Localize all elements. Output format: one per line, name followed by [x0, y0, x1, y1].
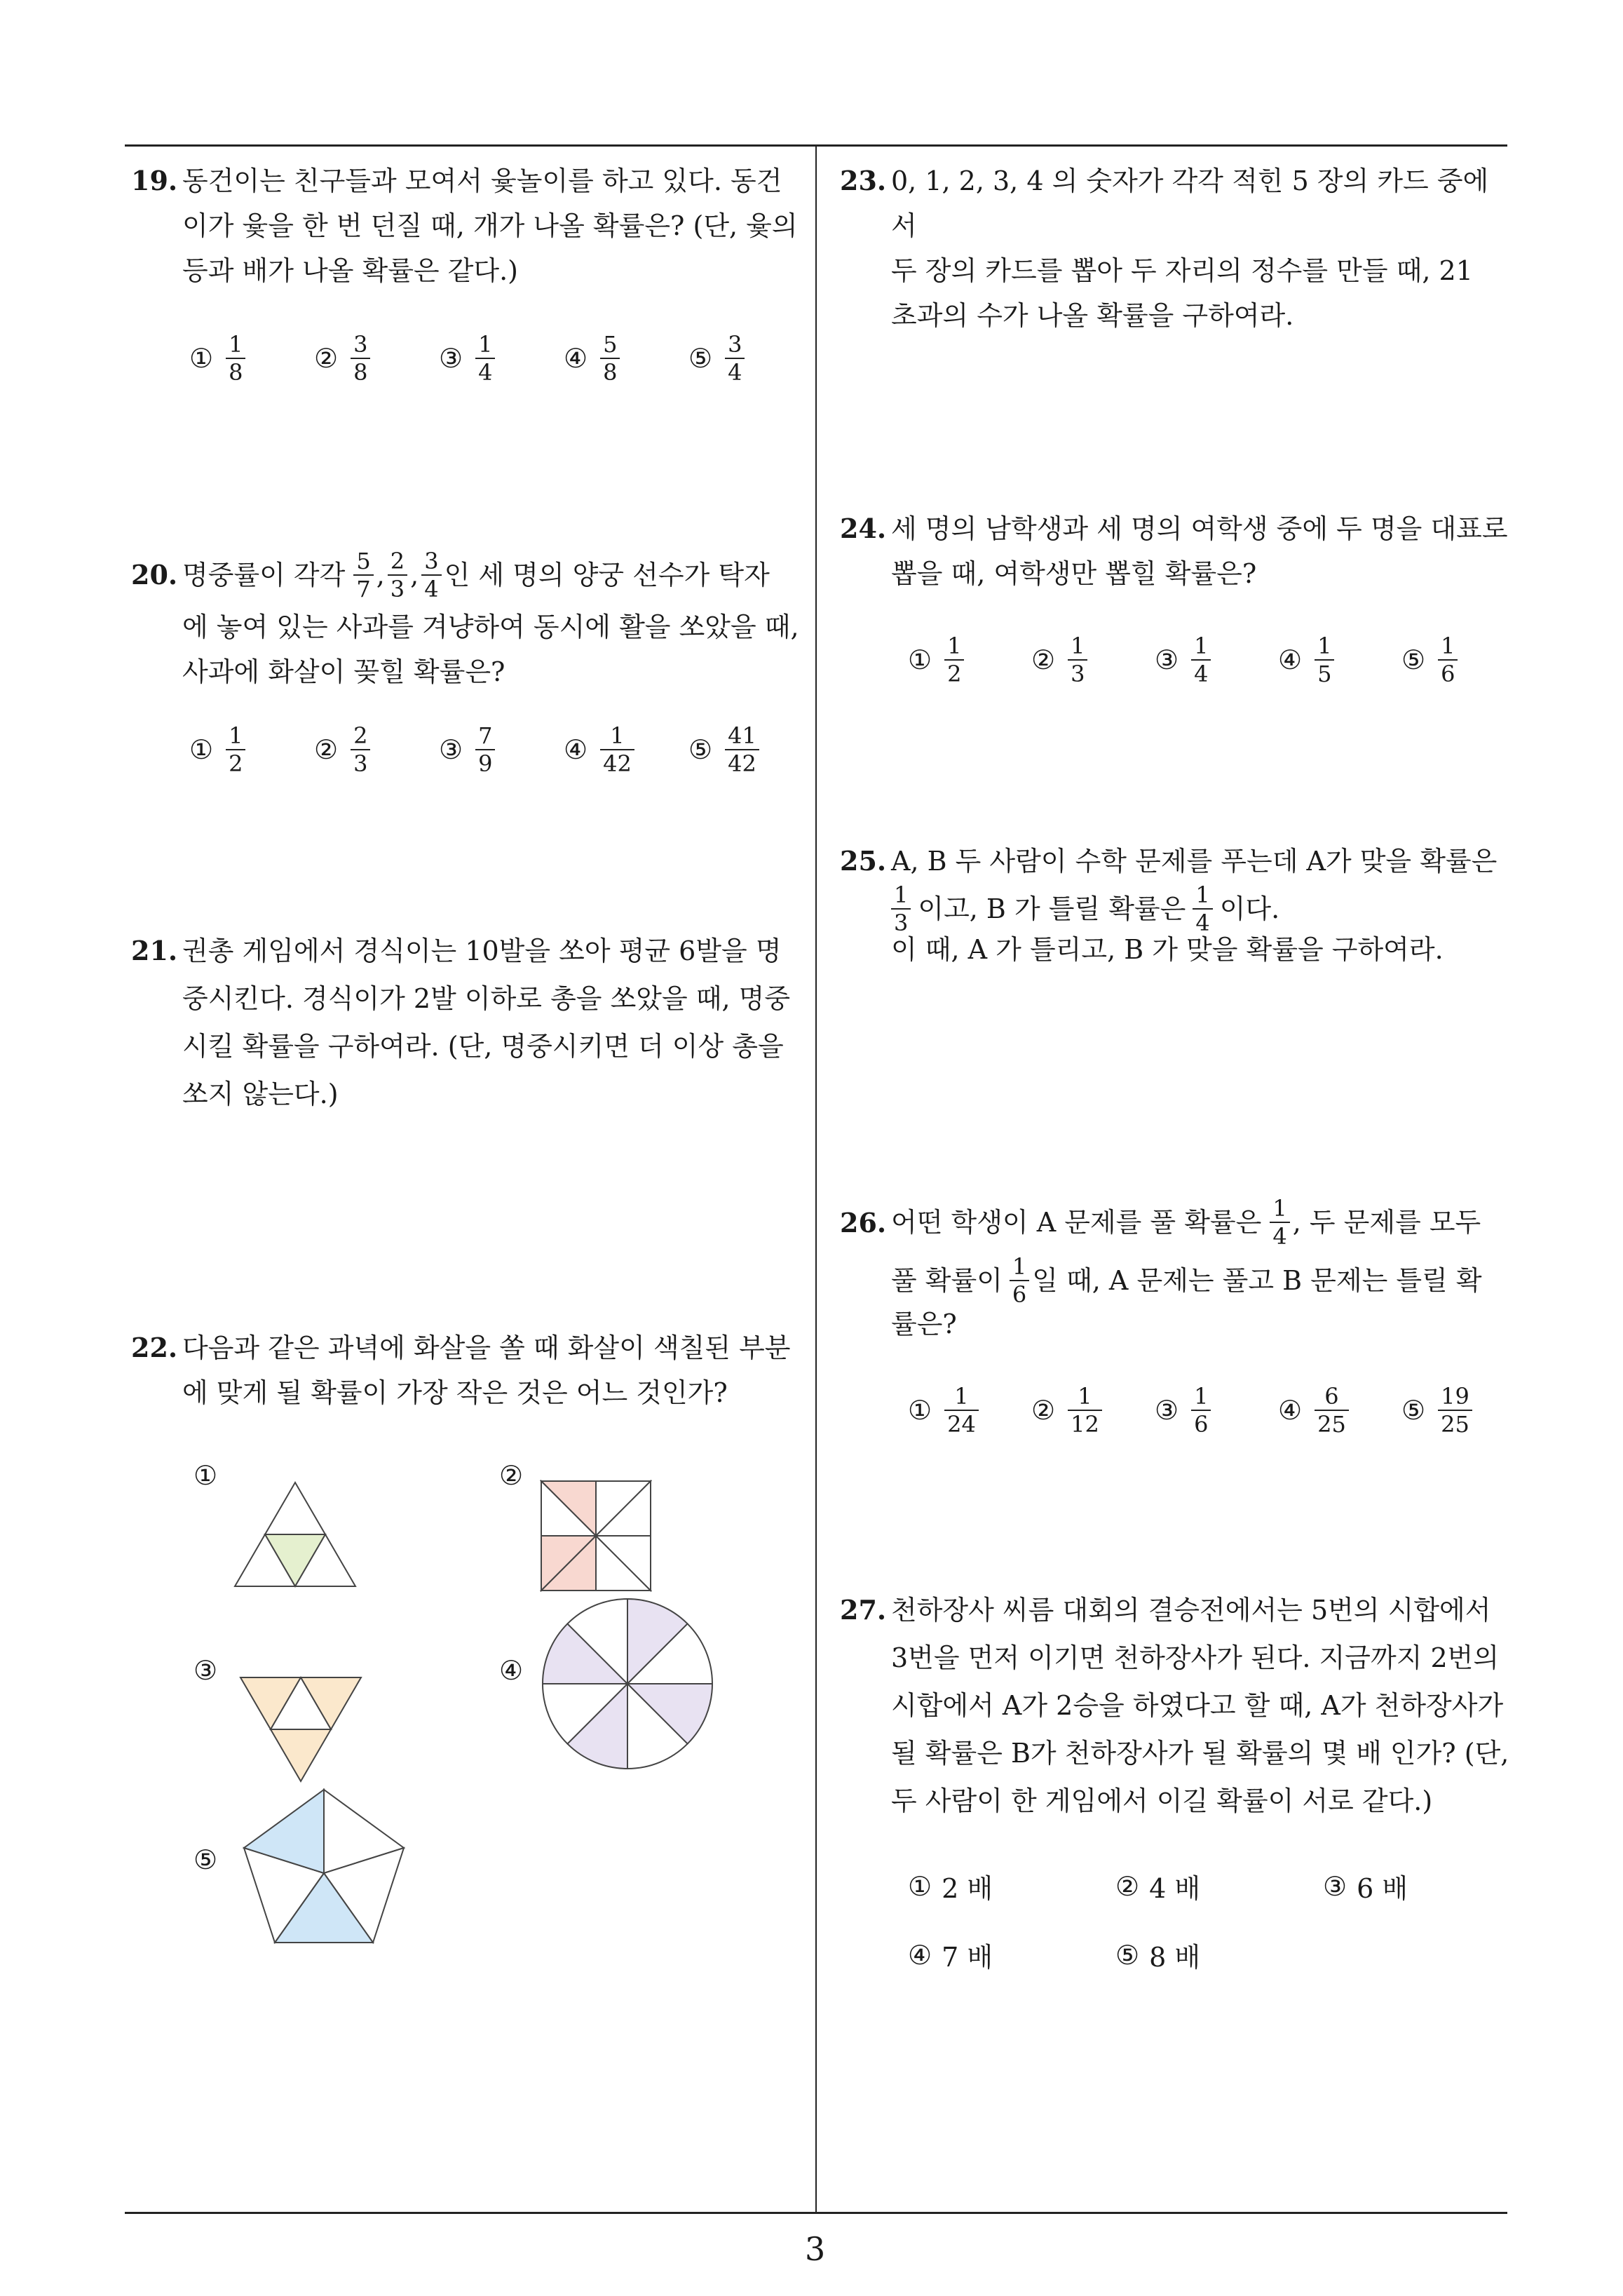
question-line: 에 놓여 있는 사과를 겨냥하여 동시에 활을 쏘았을 때, — [182, 612, 799, 642]
target-figure-square — [540, 1480, 652, 1592]
choice-4[interactable]: ④ $\frac{1}{42}$ — [564, 722, 688, 777]
choice-2[interactable]: ② 4 배 — [1115, 1870, 1201, 1904]
question-26: 26. 어떤 학생이 A 문제를 풀 확률은 $\frac{1}{4}$ , 두 문제를 모두 풀 확률이 $\frac{1}{6}$ 일 때, A 문제는 풀고 B 문제는 틀릴 확 률은? — [840, 1192, 1513, 1339]
choice-1[interactable]: ① $\frac{1}{8}$ — [189, 331, 314, 386]
page-number: 3 — [805, 2230, 826, 2268]
question-19 — [131, 158, 804, 293]
question-line: 등과 배가 나올 확률은 같다.) — [182, 255, 519, 286]
question-line: 중시킨다. 경식이가 2발 이하로 총을 쏘았을 때, 명중 — [182, 983, 791, 1014]
answer-choices-19 — [189, 331, 813, 386]
choice-5[interactable]: ⑤ $\frac{41}{42}$ — [688, 722, 813, 777]
choice-5[interactable]: ⑤ $\frac{3}{4}$ — [688, 331, 813, 386]
question-number: 24. — [840, 513, 887, 544]
choice-3[interactable]: ③ 6 배 — [1323, 1870, 1408, 1904]
choice-1[interactable]: ① 2 배 — [908, 1870, 993, 1904]
question-number: 27. — [840, 1594, 887, 1626]
figure-label-3[interactable]: ③ — [193, 1655, 218, 1686]
choice-2[interactable]: ② $\frac{3}{8}$ — [314, 331, 439, 386]
question-number: 25. — [840, 845, 887, 877]
question-27 — [840, 1586, 1513, 1825]
column-divider — [815, 144, 817, 2213]
question-line: 뽑을 때, 여학생만 뽑힐 확률은? — [891, 558, 1257, 589]
question-line: 권총 게임에서 경식이는 10발을 쏘아 평균 6발을 명 — [182, 936, 782, 966]
question-line: 될 확률은 B가 천하장사가 될 확률의 몇 배 인가? (단, — [891, 1738, 1509, 1769]
choice-5[interactable]: ⑤ 8 배 — [1115, 1939, 1201, 1973]
target-figure-inverted-triangle — [237, 1673, 365, 1785]
question-number: 22. — [131, 1332, 178, 1363]
figure-label-2[interactable]: ② — [499, 1460, 524, 1491]
choice-2[interactable]: ② $\frac{1}{12}$ — [1031, 1383, 1155, 1438]
question-line: 0, 1, 2, 3, 4 의 숫자가 각각 적힌 5 장의 카드 중에서 — [891, 166, 1489, 241]
answer-choices-24 — [908, 633, 1525, 687]
bottom-rule — [125, 2212, 1507, 2214]
question-line: 다음과 같은 과녁에 화살을 쏠 때 화살이 색칠된 부분 — [182, 1332, 791, 1363]
answer-choices-26 — [908, 1383, 1525, 1438]
figure-label-1[interactable]: ① — [193, 1460, 218, 1491]
question-number: 19. — [131, 165, 178, 196]
question-line: 에 맞게 될 확률이 가장 작은 것은 어느 것인가? — [182, 1377, 728, 1408]
question-line: 초과의 수가 나올 확률을 구하여라. — [891, 300, 1294, 331]
question-20: 20. 명중률이 각각 $\frac{5}{7}$ , $\frac{2}{3}$ , $\frac{3}{4}$ 인 세 명의 양궁 선수가 탁자 에 놓여 있는 사과를 겨냥하여 동시에 활을 쏘았을 때, 사과에 화살이 꽂힐 확률은? — [131, 546, 804, 694]
question-line: 천하장사 씨름 대회의 결승전에서는 5번의 시합에서 — [891, 1595, 1491, 1626]
choice-2[interactable]: ② $\frac{2}{3}$ — [314, 722, 439, 777]
choice-3[interactable]: ③ $\frac{1}{4}$ — [1155, 633, 1278, 687]
choice-1[interactable]: ① $\frac{1}{2}$ — [908, 633, 1031, 687]
question-23 — [840, 158, 1513, 338]
question-21 — [131, 927, 804, 1118]
choice-1[interactable]: ① $\frac{1}{2}$ — [189, 722, 314, 777]
question-25: 25. A, B 두 사람이 수학 문제를 푸는데 A가 맞을 확률은 $\frac{1}{3}$ 이고, B 가 틀릴 확률은 $\frac{1}{4}$ 이다. 이 때, A 가 틀리고, B 가 맞을 확률을 구하여라. — [840, 839, 1513, 965]
choice-4[interactable]: ④ $\frac{1}{5}$ — [1278, 633, 1401, 687]
figure-label-5[interactable]: ⑤ — [193, 1844, 218, 1875]
target-figure-pentagon — [236, 1785, 412, 1954]
choice-5[interactable]: ⑤ $\frac{1}{6}$ — [1401, 633, 1525, 687]
question-line: 세 명의 남학생과 세 명의 여학생 중에 두 명을 대표로 — [891, 513, 1508, 544]
question-22 — [131, 1325, 804, 1415]
choice-4[interactable]: ④ $\frac{5}{8}$ — [564, 331, 688, 386]
answer-choices-27-row-1 — [908, 1867, 1530, 1905]
question-line: 사과에 화살이 꽂힐 확률은? — [182, 656, 505, 687]
question-line: A, B 두 사람이 수학 문제를 푸는데 A가 맞을 확률은 — [891, 846, 1498, 877]
answer-choices-27-row-2 — [908, 1936, 1323, 1974]
question-number: 21. — [131, 935, 178, 966]
target-figure-circle — [540, 1596, 715, 1771]
choice-3[interactable]: ③ $\frac{7}{9}$ — [439, 722, 564, 777]
question-line: 시킬 확률을 구하여라. (단, 명중시키면 더 이상 총을 — [182, 1031, 784, 1062]
question-line: 쏘지 않는다.) — [182, 1079, 339, 1109]
question-line: 이 때, A 가 틀리고, B 가 맞을 확률을 구하여라. — [891, 934, 1444, 965]
choice-1[interactable]: ① $\frac{1}{24}$ — [908, 1383, 1031, 1438]
question-number: 20. — [131, 559, 178, 590]
question-line: 이가 윷을 한 번 던질 때, 개가 나올 확률은? (단, 윷의 — [182, 210, 798, 241]
choice-5[interactable]: ⑤ $\frac{19}{25}$ — [1401, 1383, 1525, 1438]
figure-label-4[interactable]: ④ — [499, 1655, 524, 1686]
choice-4[interactable]: ④ 7 배 — [908, 1939, 993, 1973]
choice-2[interactable]: ② $\frac{1}{3}$ — [1031, 633, 1155, 687]
question-line: 두 장의 카드를 뽑아 두 자리의 정수를 만들 때, 21 — [891, 255, 1473, 286]
choice-3[interactable]: ③ $\frac{1}{6}$ — [1155, 1383, 1278, 1438]
question-line: 동건이는 친구들과 모여서 윷놀이를 하고 있다. 동건 — [182, 166, 782, 196]
choice-4[interactable]: ④ $\frac{6}{25}$ — [1278, 1383, 1401, 1438]
question-24 — [840, 506, 1513, 596]
target-figure-triangle — [231, 1480, 359, 1592]
question-line: 시합에서 A가 2승을 하였다고 할 때, A가 천하장사가 — [891, 1690, 1504, 1721]
answer-choices-20 — [189, 722, 813, 777]
question-line: 률은? — [891, 1309, 957, 1339]
choice-3[interactable]: ③ $\frac{1}{4}$ — [439, 331, 564, 386]
question-number: 23. — [840, 165, 887, 196]
question-line: 두 사람이 한 게임에서 이길 확률이 서로 같다.) — [891, 1785, 1433, 1816]
question-line: 3번을 먼저 이기면 천하장사가 된다. 지금까지 2번의 — [891, 1642, 1500, 1673]
question-number: 26. — [840, 1207, 887, 1238]
